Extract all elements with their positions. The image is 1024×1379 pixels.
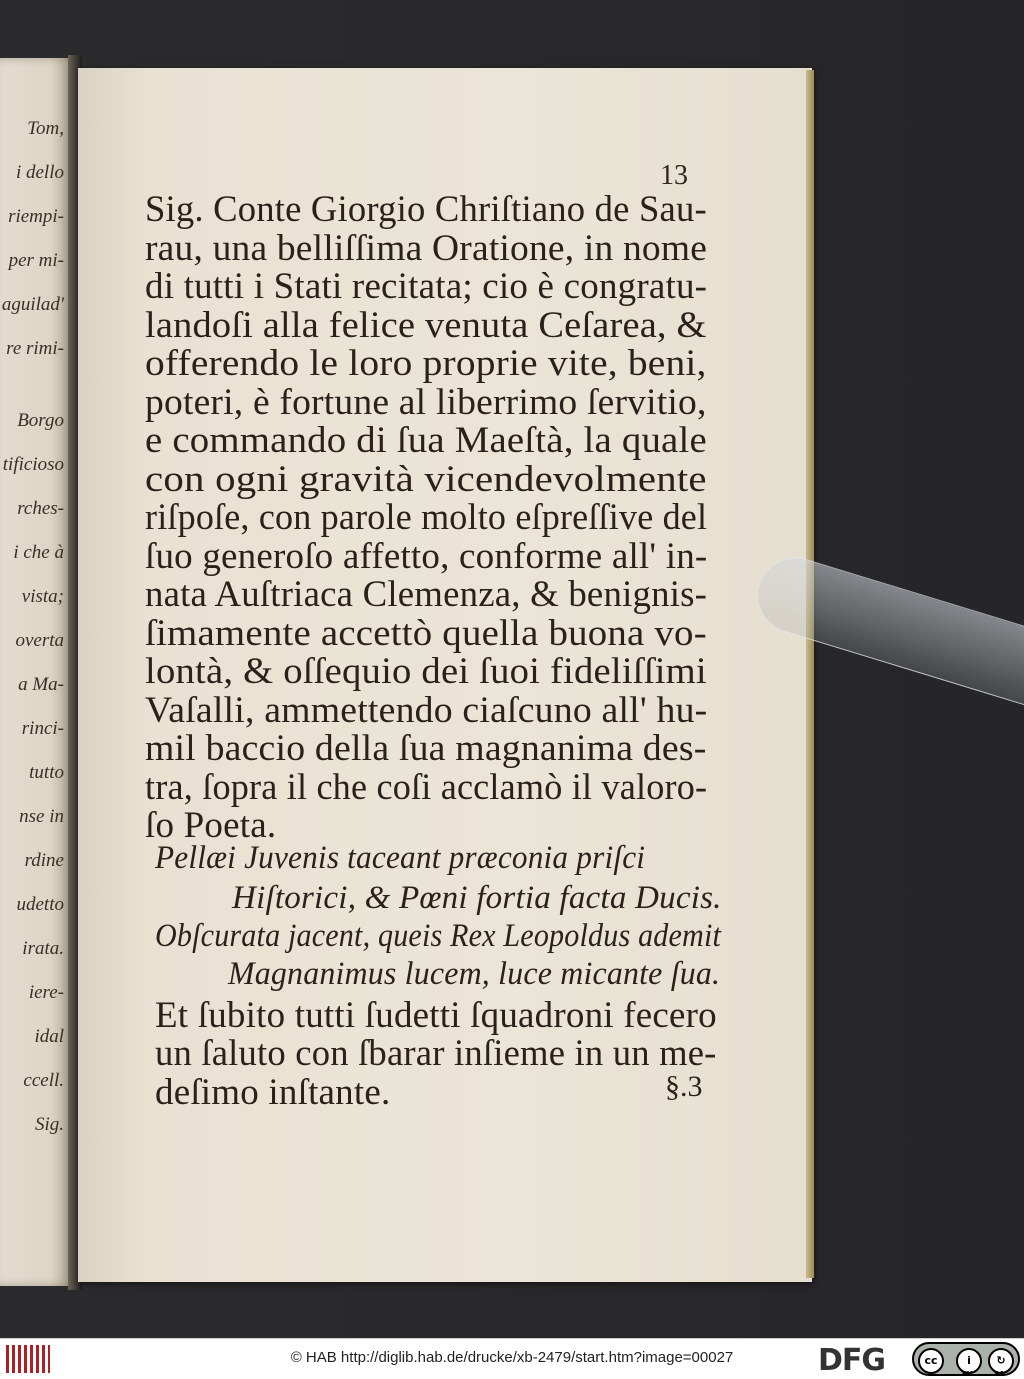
text-line: Et ſubito tutti ſudetti ſquadroni fecero [155, 995, 717, 1036]
text-line: Sig. Conte Giorgio Chriſtiano de Sau- [145, 189, 707, 230]
left-page-fragment: re rimi- [6, 338, 64, 359]
left-page-fragment: nse in [19, 806, 64, 827]
text-line: ſimamente accettò quella buona vo- [145, 612, 707, 654]
left-page-fragment: iere- [28, 982, 64, 1003]
left-page-fragment: a Ma- [18, 674, 64, 695]
left-page-fragment: Borgo [17, 410, 64, 431]
footer-credit[interactable]: © HAB http://diglib.hab.de/drucke/xb-2479/start.htm?image=00027 [290, 1349, 734, 1366]
left-page-fragment: rches- [17, 498, 64, 519]
left-page-fragment: irata. [22, 938, 64, 959]
text-line: poteri, è fortune al liberrimo ſervitio, [145, 381, 707, 423]
text-line: e commando di ſua Maeſtà, la quale [145, 420, 707, 461]
left-page-fragment: i dello [15, 162, 64, 183]
left-page-fragment: rdine [24, 850, 64, 871]
left-page-fragment: Sig. [34, 1114, 64, 1135]
cc-icon: cc [918, 1348, 944, 1374]
left-page-fragment: udetto [16, 894, 64, 915]
text-line: con ogni gravità vicendevolmente [145, 458, 707, 500]
text-line: mil baccio della ſua magnanima des- [145, 728, 707, 769]
text-line: riſpoſe, con parole molto eſpreſſive del [145, 497, 708, 538]
left-page-fragment: tificioso [2, 454, 64, 475]
left-page-fragment: idal [34, 1026, 64, 1047]
text-line: Vaſalli, ammettendo ciaſcuno all' hu- [145, 689, 708, 731]
by-label: BY [962, 1370, 973, 1378]
text-line: rau, una belliſſima Oratione, in nome [145, 227, 708, 269]
verse-line: Hiſtorici, & Pœni fortia facta Ducis. [232, 880, 722, 916]
text-line: lontà, & oſſequio dei ſuoi fideliſſimi [145, 651, 707, 692]
left-page [0, 58, 72, 1286]
sa-icon: ↻ [988, 1348, 1014, 1374]
verse-line: Obſcurata jacent, queis Rex Leopoldus ademit [155, 918, 722, 954]
cc-license-badge[interactable] [912, 1342, 1020, 1376]
left-page-fragment: vista; [21, 586, 64, 607]
sa-label: SA [994, 1370, 1005, 1378]
left-page-fragment: overta [15, 630, 64, 651]
left-page-fragment: Tom, [27, 118, 64, 139]
left-page-fragment: ccell. [23, 1070, 64, 1091]
left-page-fragment: riempi- [8, 206, 64, 227]
page-number: 13 [660, 160, 688, 191]
text-line: offerendo le loro proprie vite, beni, [145, 343, 707, 384]
footer-bar [0, 1338, 1024, 1379]
verse-line: Magnanimus lucem, luce micante ſua. [228, 956, 721, 992]
text-line: un ſaluto con ſbarar inſieme in un me- [155, 1033, 717, 1074]
text-line: di tutti i Stati recitata; cio è congratu- [145, 266, 708, 307]
signature-mark: §.3 [665, 1070, 703, 1103]
page-edge [806, 70, 814, 1278]
left-page-fragment: rinci- [21, 718, 64, 739]
by-icon: i [956, 1348, 982, 1374]
text-line: deſimo inſtante. [155, 1072, 391, 1113]
left-page-fragment: per mi- [8, 250, 64, 271]
dfg-logo: DFG [818, 1343, 886, 1378]
left-page-fragment: aguilad' [1, 294, 64, 315]
verse-line: Pellæi Juvenis taceant præconia priſci [155, 840, 646, 876]
text-line: ſo Poeta. [145, 805, 277, 846]
left-page-fragment: i che à [13, 542, 64, 563]
text-line: landoſi alla felice venuta Ceſarea, & [145, 304, 707, 346]
text-line: ſuo generoſo affetto, conforme all' in- [145, 535, 708, 577]
text-line: tra, ſopra il che coſi acclamò il valoro- [145, 766, 708, 808]
text-line: nata Auſtriaca Clemenza, & benignis- [145, 574, 708, 615]
left-page-fragment: tutto [29, 762, 64, 783]
